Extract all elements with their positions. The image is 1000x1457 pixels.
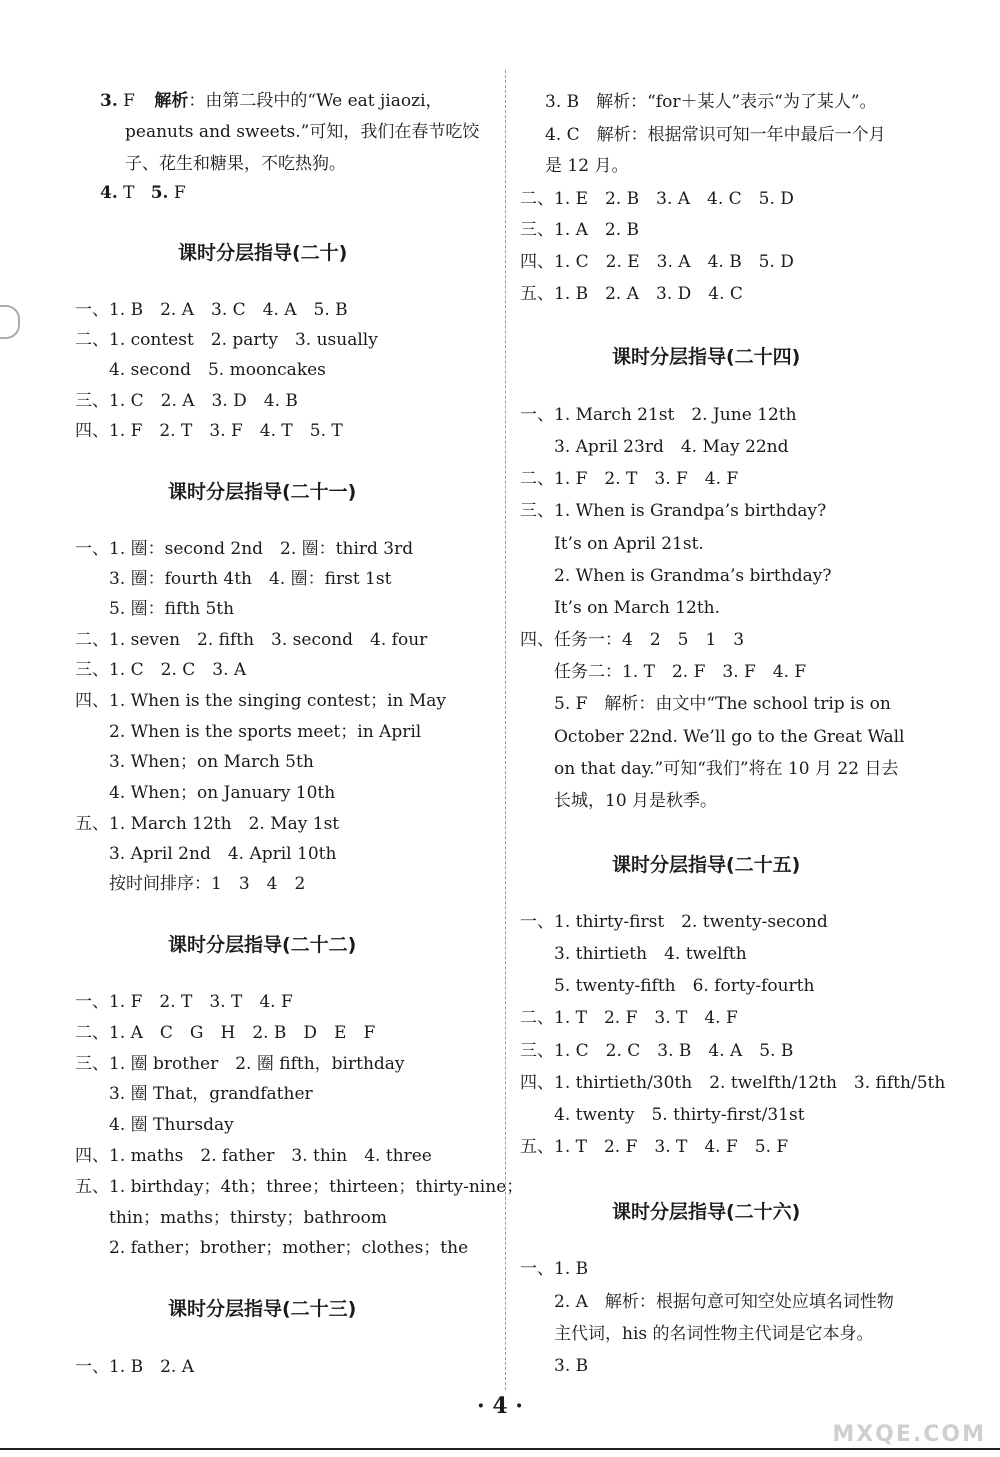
answer-line: 2. father；brother；mother；clothes；the [75, 1238, 469, 1258]
answer-line: October 22nd. We’ll go to the Great Wall [520, 727, 905, 747]
answer-line: 一、1. B 2. A [75, 1357, 195, 1377]
answer-line: 3. B [520, 1356, 589, 1376]
answer-line: 四、1. F 2. T 3. F 4. T 5. T [75, 421, 343, 441]
answer-line: 4. When；on January 10th [75, 783, 336, 803]
answer-line: 五、1. March 12th 2. May 1st [75, 814, 340, 834]
answer-line: 一、1. F 2. T 3. T 4. F [75, 992, 293, 1012]
answer-line: 一、1. B 2. A 3. C 4. A 5. B [75, 300, 348, 320]
answer-line: 3. thirtieth 4. twelfth [520, 944, 747, 964]
answer-line: 4. twenty 5. thirty-first/31st [520, 1105, 805, 1125]
answer-line: 任务二：1. T 2. F 3. F 4. F [520, 662, 807, 682]
answer-line: 4. C 解析：根据常识可知一年中最后一个月 [545, 125, 886, 145]
answer-line: 按时间排序：1 3 4 2 [75, 874, 306, 894]
answer-line: thin；maths；thirsty；bathroom [75, 1208, 387, 1228]
answer-line: 二、1. E 2. B 3. A 4. C 5. D [520, 189, 794, 209]
section-heading: 课时分层指导(二十四) [612, 346, 801, 368]
answer-line: 3. B 解析：“for＋某人”表示“为了某人”。 [545, 92, 877, 112]
bottom-rule [0, 1448, 1000, 1450]
answer-line: 3. April 23rd 4. May 22nd [520, 437, 789, 457]
answer-line [100, 89, 443, 113]
answer-line: 四、1. thirtieth/30th 2. twelfth/12th 3. fifth/5th [520, 1073, 946, 1093]
answer-line: 3. 圈：fourth 4th 4. 圈：first 1st [75, 569, 392, 589]
answer-line: 五、1. B 2. A 3. D 4. C [520, 284, 743, 304]
answer-line: 二、1. contest 2. party 3. usually [75, 330, 378, 350]
answer-line: 三、1. C 2. C 3. A [75, 660, 247, 680]
answer-line: It’s on April 21st. [520, 534, 704, 554]
answer-line: 四、1. maths 2. father 3. thin 4. three [75, 1146, 432, 1166]
answer-line: 二、1. A C G H 2. B D E F [75, 1023, 376, 1043]
answer-line: 4. 圈 Thursday [75, 1115, 234, 1135]
answer-line: 五、1. birthday；4th；three；thirteen；thirty-nine； [75, 1177, 524, 1197]
answer-line: 长城，10 月是秋季。 [520, 791, 718, 811]
answer-line: 四、1. C 2. E 3. A 4. B 5. D [520, 252, 794, 272]
watermark: MXQE.COM [832, 1422, 986, 1447]
answer-line: 一、1. 圈：second 2nd 2. 圈：third 3rd [75, 539, 414, 559]
answer-line: 三、1. 圈 brother 2. 圈 fifth，birthday [75, 1054, 405, 1074]
section-heading: 课时分层指导(二十一) [168, 481, 357, 503]
analysis-text: ：由第二段中的“We eat jiaozi， [188, 91, 443, 111]
answer-line: 四、1. When is the singing contest；in May [75, 691, 447, 711]
section-heading: 课时分层指导(二十) [178, 242, 348, 264]
answer-line: 五、1. T 2. F 3. T 4. F 5. F [520, 1137, 789, 1157]
answer-line: 4. second 5. mooncakes [75, 360, 326, 380]
answer-line: 二、1. F 2. T 3. F 4. F [520, 469, 739, 489]
question-number: 3. [100, 91, 118, 111]
answer-line: 三、1. A 2. B [520, 220, 640, 240]
answer-line: 2. A 解析：根据句意可知空处应填名词性物 [520, 1292, 894, 1312]
answer-line: 5. twenty-fifth 6. forty-fourth [520, 976, 815, 996]
answer: F [173, 183, 186, 203]
section-heading: 课时分层指导(二十五) [612, 854, 801, 876]
answer-line: on that day.”可知“我们”将在 10 月 22 日去 [520, 759, 899, 779]
answer-line: 三、1. When is Grandpa’s birthday? [520, 501, 827, 521]
answer-line: 一、1. March 21st 2. June 12th [520, 405, 797, 425]
answer-line: 三、1. C 2. A 3. D 4. B [75, 391, 298, 411]
answer-line: 一、1. thirty-first 2. twenty-second [520, 912, 828, 932]
answer-line [100, 181, 186, 205]
section-heading: 课时分层指导(二十三) [168, 1298, 357, 1320]
answer-line: 四、任务一：4 2 5 1 3 [520, 630, 745, 650]
answer-line: 2. When is Grandma’s birthday? [520, 566, 832, 586]
section-heading: 课时分层指导(二十六) [612, 1201, 801, 1223]
answer-line: It’s on March 12th. [520, 598, 721, 618]
page-number: · 4 · [477, 1393, 523, 1419]
answer-line: 3. When；on March 5th [75, 752, 314, 772]
answer-line: 二、1. T 2. F 3. T 4. F [520, 1008, 738, 1028]
answer-line: 二、1. seven 2. fifth 3. second 4. four [75, 630, 428, 650]
answer: F [123, 91, 135, 111]
answer: T [123, 183, 135, 203]
answer-line: 一、1. B [520, 1259, 589, 1279]
answer-line: 主代词，his 的名词性物主代词是它本身。 [520, 1324, 874, 1344]
section-heading: 课时分层指导(二十二) [168, 934, 357, 956]
analysis-text: 子、花生和糖果，不吃热狗。 [125, 154, 346, 174]
question-number: 4. [100, 183, 118, 203]
question-number: 5. [150, 183, 169, 203]
answer-line: 5. F 解析：由文中“The school trip is on [520, 694, 891, 714]
answer-line: 3. April 2nd 4. April 10th [75, 844, 337, 864]
page-edge-mark [0, 305, 20, 339]
answer-line: 2. When is the sports meet；in April [75, 722, 422, 742]
analysis-text: 是 12 月。 [545, 156, 629, 176]
answer-line: 5. 圈：fifth 5th [75, 599, 235, 619]
analysis-text: peanuts and sweets.”可知，我们在春节吃饺 [125, 122, 480, 142]
analysis-label: 解析 [154, 91, 189, 111]
answer-line: 三、1. C 2. C 3. B 4. A 5. B [520, 1041, 794, 1061]
answer-line: 3. 圈 That，grandfather [75, 1084, 313, 1104]
